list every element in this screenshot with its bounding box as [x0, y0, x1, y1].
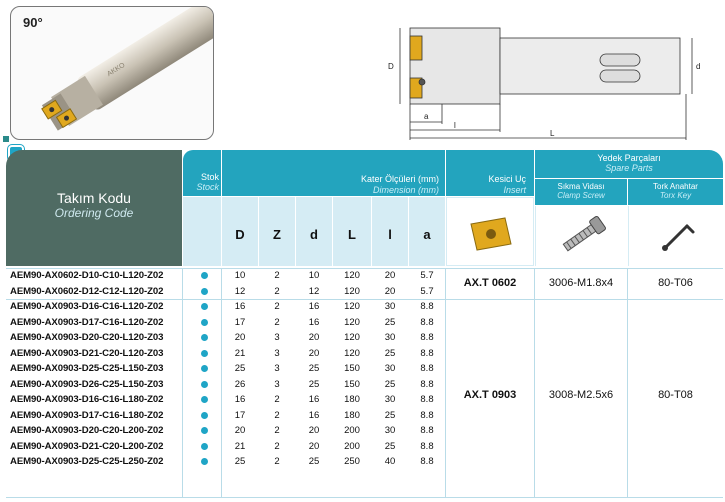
- cell-L: 200: [344, 425, 360, 436]
- stock-dot-icon: [201, 396, 208, 403]
- spare-title-en: Spare Parts: [605, 163, 653, 173]
- insert-title-en: Insert: [503, 185, 526, 195]
- cell-D: 25: [234, 456, 246, 467]
- cell-Z: 3: [274, 363, 280, 374]
- cell-L: 250: [344, 456, 360, 467]
- stock-dot-icon: [201, 288, 208, 295]
- table-row: [6, 439, 723, 455]
- table-row: [6, 423, 723, 439]
- cell-D: 10: [234, 270, 246, 281]
- dimension-title-en: Dimension (mm): [372, 185, 439, 195]
- cell-D: 12: [234, 285, 246, 297]
- stock-dot-icon: [201, 381, 208, 388]
- table-row: [6, 346, 723, 362]
- cell-D: 16: [234, 301, 246, 312]
- cell-d: 25: [308, 378, 320, 390]
- stock-title-en: Stock: [196, 182, 219, 192]
- cell-l: 20: [384, 285, 396, 297]
- cell-a: 8.8: [420, 378, 434, 390]
- stock-dot-icon: [201, 458, 208, 465]
- cell-d: 20: [308, 332, 320, 343]
- cell-l: 25: [384, 440, 396, 452]
- clamp-title-en: Clamp Screw: [557, 191, 605, 200]
- clamp-title-tr: Sıkma Vidası: [557, 182, 605, 191]
- cell-a: 8.8: [420, 440, 434, 452]
- insert-code-group-2: AX.T 0903: [463, 389, 517, 401]
- stock-header: [183, 150, 221, 196]
- stock-dot-icon: [201, 350, 208, 357]
- stock-dot-icon: [201, 365, 208, 372]
- torx-key-icon: [629, 206, 724, 266]
- cell-a: 5.7: [420, 270, 434, 281]
- cell-L: 120: [344, 301, 360, 312]
- cell-l: 30: [384, 394, 396, 405]
- cell-d: 20: [308, 347, 320, 359]
- divider: [6, 497, 723, 498]
- table-row: [6, 454, 723, 470]
- table-row: [6, 361, 723, 377]
- dim-a-label: a: [424, 112, 429, 121]
- table-row: [6, 299, 723, 315]
- stock-title-tr: Stok: [200, 172, 219, 182]
- dim-d-label: d: [696, 62, 701, 71]
- ordering-code: AEM90-AX0903-D20-C20-L120-Z03: [10, 332, 164, 343]
- col-header-a: a: [409, 197, 445, 266]
- cell-a: 8.8: [420, 316, 434, 328]
- cell-L: 120: [344, 285, 360, 297]
- cell-d: 12: [308, 285, 320, 297]
- torx-key-header: [628, 179, 723, 205]
- cell-Z: 2: [274, 270, 280, 281]
- stock-dot-icon: [201, 427, 208, 434]
- insert-title-tr: Kesici Uç: [488, 174, 526, 184]
- cell-L: 180: [344, 409, 360, 421]
- key-code-group-2: 80-T08: [658, 389, 693, 401]
- cell-a: 8.8: [420, 363, 434, 374]
- cell-L: 150: [344, 378, 360, 390]
- spare-parts-header: [535, 150, 723, 178]
- cell-d: 20: [308, 440, 320, 452]
- cell-d: 20: [308, 425, 320, 436]
- cell-L: 200: [344, 440, 360, 452]
- cell-D: 20: [234, 332, 246, 343]
- stock-band: [183, 197, 221, 266]
- stock-dot-icon: [201, 412, 208, 419]
- cell-l: 30: [384, 425, 396, 436]
- cell-a: 8.8: [420, 332, 434, 343]
- cell-Z: 2: [274, 394, 280, 405]
- cell-Z: 2: [274, 301, 280, 312]
- cell-D: 21: [234, 347, 246, 359]
- stock-dot-icon: [201, 443, 208, 450]
- cell-l: 20: [384, 270, 396, 281]
- cell-l: 30: [384, 332, 396, 343]
- screw-code-group-1: 3006-M1.8x4: [548, 277, 614, 289]
- cell-L: 120: [344, 316, 360, 328]
- screw-code-group-2: 3008-M2.5x6: [548, 389, 614, 401]
- cell-D: 17: [234, 409, 246, 421]
- cell-D: 20: [234, 425, 246, 436]
- cell-l: 30: [384, 363, 396, 374]
- cell-D: 25: [234, 363, 246, 374]
- dim-L-label: L: [550, 129, 555, 138]
- cell-d: 16: [308, 316, 320, 328]
- ordering-code: AEM90-AX0903-D21-C20-L200-Z02: [10, 440, 164, 452]
- cell-Z: 2: [274, 456, 280, 467]
- ordering-code: AEM90-AX0903-D21-C20-L120-Z03: [10, 347, 164, 359]
- cell-L: 180: [344, 394, 360, 405]
- cell-a: 8.8: [420, 347, 434, 359]
- technical-drawing: [370, 18, 710, 140]
- col-header-L: L: [333, 197, 371, 266]
- screw-icon: [536, 206, 628, 266]
- cell-a: 8.8: [420, 456, 434, 467]
- product-table: [6, 268, 723, 470]
- dim-D-label: D: [388, 62, 394, 71]
- cell-a: 8.8: [420, 425, 434, 436]
- cell-a: 5.7: [420, 285, 434, 297]
- cell-l: 40: [384, 456, 396, 467]
- insert-code-group-1: AX.T 0602: [463, 277, 517, 289]
- cell-L: 120: [344, 347, 360, 359]
- cell-Z: 2: [274, 425, 280, 436]
- col-header-D: D: [222, 197, 258, 266]
- end-mill-photo: [11, 7, 214, 140]
- dim-l-label: l: [454, 121, 456, 130]
- ordering-code: AEM90-AX0903-D20-C20-L200-Z02: [10, 425, 164, 436]
- cell-D: 21: [234, 440, 246, 452]
- cell-L: 150: [344, 363, 360, 374]
- ordering-code: AEM90-AX0903-D25-C25-L150-Z03: [10, 363, 164, 374]
- cell-Z: 3: [274, 347, 280, 359]
- col-header-Z: Z: [259, 197, 295, 266]
- torx-key-image-cell: [628, 206, 723, 266]
- stock-dot-icon: [201, 272, 208, 279]
- dimension-title-tr: Kater Ölçüleri (mm): [360, 174, 439, 184]
- clamp-screw-header: [535, 179, 627, 205]
- ordering-code: AEM90-AX0602-D10-C10-L120-Z02: [10, 270, 164, 281]
- table-row: [6, 330, 723, 346]
- col-header-d: d: [296, 197, 332, 266]
- cell-l: 30: [384, 301, 396, 312]
- cell-a: 8.8: [420, 394, 434, 405]
- ordering-code-title-tr: Takım Kodu: [57, 190, 131, 206]
- dimension-header: [222, 150, 445, 196]
- ordering-code-header: [6, 150, 182, 266]
- cell-L: 120: [344, 270, 360, 281]
- cell-a: 8.8: [420, 301, 434, 312]
- cell-Z: 2: [274, 440, 280, 452]
- cell-l: 25: [384, 378, 396, 390]
- cell-a: 8.8: [420, 409, 434, 421]
- key-title-tr: Tork Anahtar: [653, 182, 698, 191]
- angle-label: 90°: [23, 15, 43, 30]
- insert-header: [446, 150, 534, 196]
- insert-icon: [447, 198, 535, 267]
- cell-d: 16: [308, 409, 320, 421]
- ordering-code: AEM90-AX0602-D12-C12-L120-Z02: [10, 285, 164, 297]
- ordering-code: AEM90-AX0903-D16-C16-L120-Z02: [10, 301, 164, 312]
- cell-D: 16: [234, 394, 246, 405]
- clamp-screw-image-cell: [535, 206, 627, 266]
- cell-d: 10: [308, 270, 320, 281]
- insert-image-cell: [446, 197, 534, 266]
- ordering-code-title-en: Ordering Code: [54, 206, 134, 220]
- cell-D: 17: [234, 316, 246, 328]
- cell-Z: 2: [274, 409, 280, 421]
- table-row: [6, 408, 723, 424]
- ordering-code: AEM90-AX0903-D17-C16-L180-Z02: [10, 409, 164, 421]
- ordering-code: AEM90-AX0903-D25-C25-L250-Z02: [10, 456, 164, 467]
- ordering-code: AEM90-AX0903-D16-C16-L180-Z02: [10, 394, 164, 405]
- col-header-l: l: [372, 197, 408, 266]
- cell-Z: 3: [274, 378, 280, 390]
- cell-D: 26: [234, 378, 246, 390]
- ordering-code: AEM90-AX0903-D26-C25-L150-Z03: [10, 378, 164, 390]
- cell-d: 16: [308, 394, 320, 405]
- cell-l: 25: [384, 347, 396, 359]
- cell-l: 25: [384, 409, 396, 421]
- ordering-code: AEM90-AX0903-D17-C16-L120-Z02: [10, 316, 164, 328]
- cell-d: 16: [308, 301, 320, 312]
- stock-dot-icon: [201, 303, 208, 310]
- corner-marker: [3, 136, 9, 142]
- cell-Z: 2: [274, 316, 280, 328]
- cell-l: 25: [384, 316, 396, 328]
- spare-title-tr: Yedek Parçaları: [597, 153, 661, 163]
- stock-dot-icon: [201, 334, 208, 341]
- table-row: [6, 315, 723, 331]
- svg-text:AKKO: AKKO: [106, 61, 127, 79]
- cell-Z: 2: [274, 285, 280, 297]
- cell-d: 25: [308, 363, 320, 374]
- cell-d: 25: [308, 456, 320, 467]
- cell-L: 120: [344, 332, 360, 343]
- key-title-en: Torx Key: [659, 191, 692, 200]
- key-code-group-1: 80-T06: [658, 277, 693, 289]
- product-photo-box: [10, 6, 214, 140]
- stock-dot-icon: [201, 319, 208, 326]
- cell-Z: 3: [274, 332, 280, 343]
